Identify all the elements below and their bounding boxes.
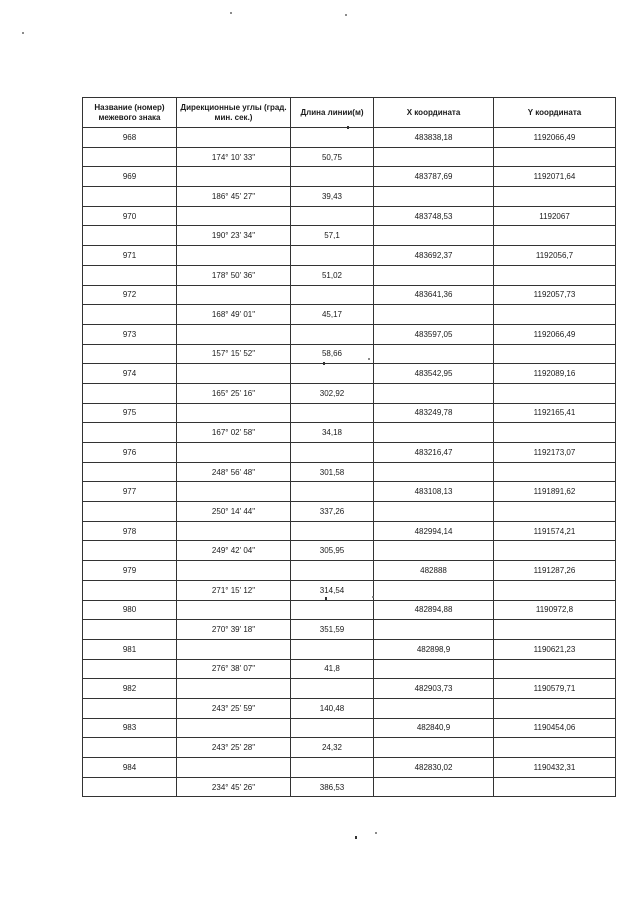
x-coordinate-cell [374,423,494,443]
point-name-cell [83,383,177,403]
y-coordinate-cell: 1192056,7 [494,246,616,266]
bearing-cell [177,443,291,463]
y-coordinate-cell: 1192066,49 [494,324,616,344]
y-coordinate-cell: 1190621,23 [494,639,616,659]
bearing-cell [177,246,291,266]
bearing-cell: 190° 23' 34" [177,226,291,246]
x-coordinate-cell [374,462,494,482]
point-name-cell [83,226,177,246]
table-row [83,147,616,167]
line-length-cell [291,718,374,738]
table-row [83,718,616,738]
header-point-name: Название (номер) межевого знака [83,98,177,128]
point-name-cell: 980 [83,600,177,620]
line-length-cell: 34,18 [291,423,374,443]
y-coordinate-cell: 1192089,16 [494,364,616,384]
point-name-cell: 969 [83,167,177,187]
point-name-cell [83,423,177,443]
line-length-cell [291,206,374,226]
y-coordinate-cell: 1192057,73 [494,285,616,305]
table-row [83,561,616,581]
table-row [83,324,616,344]
line-length-cell [291,482,374,502]
bearing-cell [177,128,291,148]
table-row [83,462,616,482]
point-name-cell [83,738,177,758]
y-coordinate-cell [494,541,616,561]
bearing-cell [177,324,291,344]
scan-speck [230,12,232,14]
bearing-cell: 270° 39' 18" [177,620,291,640]
bearing-cell: 243° 25' 59" [177,698,291,718]
coordinates-table [82,97,616,797]
point-name-cell [83,305,177,325]
bearing-cell [177,403,291,423]
x-coordinate-cell: 483216,47 [374,443,494,463]
point-name-cell [83,698,177,718]
bearing-cell: 243° 25' 28" [177,738,291,758]
line-length-cell [291,167,374,187]
point-name-cell: 968 [83,128,177,148]
y-coordinate-cell [494,659,616,679]
point-name-cell [83,265,177,285]
table-row [83,659,616,679]
x-coordinate-cell: 483108,13 [374,482,494,502]
table-row [83,246,616,266]
y-coordinate-cell [494,344,616,364]
point-name-cell: 981 [83,639,177,659]
bearing-cell [177,561,291,581]
x-coordinate-cell: 483597,05 [374,324,494,344]
y-coordinate-cell [494,265,616,285]
point-name-cell: 970 [83,206,177,226]
x-coordinate-cell: 483542,95 [374,364,494,384]
table-row [83,600,616,620]
y-coordinate-cell [494,383,616,403]
x-coordinate-cell [374,344,494,364]
table-row [83,777,616,797]
bearing-cell: 168° 49' 01" [177,305,291,325]
scan-speck [368,358,370,360]
line-length-cell [291,364,374,384]
y-coordinate-cell [494,305,616,325]
table-header-row [83,98,616,128]
point-name-cell [83,462,177,482]
table-row [83,620,616,640]
x-coordinate-cell: 482830,02 [374,758,494,778]
scan-speck [372,596,374,598]
point-name-cell [83,344,177,364]
bearing-cell [177,364,291,384]
x-coordinate-cell [374,226,494,246]
y-coordinate-cell [494,147,616,167]
point-name-cell: 974 [83,364,177,384]
line-length-cell: 57,1 [291,226,374,246]
bearing-cell [177,679,291,699]
x-coordinate-cell: 483787,69 [374,167,494,187]
bearing-cell: 174° 10' 33" [177,147,291,167]
x-coordinate-cell: 482840,9 [374,718,494,738]
point-name-cell [83,147,177,167]
bearing-cell [177,482,291,502]
bearing-cell: 276° 38' 07" [177,659,291,679]
line-length-cell: 314,54 [291,580,374,600]
table-row [83,403,616,423]
point-name-cell: 978 [83,521,177,541]
bearing-cell: 271° 15' 12" [177,580,291,600]
table-row [83,521,616,541]
y-coordinate-cell [494,777,616,797]
line-length-cell: 39,43 [291,187,374,207]
scan-speck [347,126,349,129]
x-coordinate-cell: 482894,88 [374,600,494,620]
y-coordinate-cell [494,698,616,718]
table-row [83,285,616,305]
line-length-cell [291,758,374,778]
header-line-length: Длина линии(м) [291,98,374,128]
table-row [83,443,616,463]
x-coordinate-cell [374,659,494,679]
bearing-cell: 178° 50' 36" [177,265,291,285]
scan-speck [325,597,327,600]
line-length-cell [291,285,374,305]
y-coordinate-cell [494,462,616,482]
header-bearing: Дирекционные углы (град. мин. сек.) [177,98,291,128]
x-coordinate-cell: 483641,36 [374,285,494,305]
table-row [83,580,616,600]
x-coordinate-cell [374,620,494,640]
y-coordinate-cell [494,226,616,246]
y-coordinate-cell: 1190972,8 [494,600,616,620]
table-row [83,502,616,522]
y-coordinate-cell [494,738,616,758]
line-length-cell [291,324,374,344]
point-name-cell: 975 [83,403,177,423]
line-length-cell: 351,59 [291,620,374,640]
line-length-cell: 305,95 [291,541,374,561]
bearing-cell: 248° 56' 48" [177,462,291,482]
table-row [83,738,616,758]
y-coordinate-cell: 1190432,31 [494,758,616,778]
line-length-cell: 50,75 [291,147,374,167]
line-length-cell: 140,48 [291,698,374,718]
x-coordinate-cell [374,187,494,207]
table-row [83,423,616,443]
x-coordinate-cell: 482903,73 [374,679,494,699]
x-coordinate-cell [374,383,494,403]
point-name-cell [83,777,177,797]
x-coordinate-cell [374,265,494,285]
point-name-cell [83,502,177,522]
scan-speck [323,362,325,365]
scan-speck [22,32,24,34]
point-name-cell: 976 [83,443,177,463]
y-coordinate-cell: 1191574,21 [494,521,616,541]
point-name-cell: 983 [83,718,177,738]
header-y-coordinate: Y координата [494,98,616,128]
x-coordinate-cell: 482994,14 [374,521,494,541]
x-coordinate-cell [374,502,494,522]
table-row [83,226,616,246]
point-name-cell [83,580,177,600]
y-coordinate-cell: 1192165,41 [494,403,616,423]
line-length-cell: 45,17 [291,305,374,325]
bearing-cell: 186° 45' 27" [177,187,291,207]
line-length-cell: 302,92 [291,383,374,403]
table-row [83,364,616,384]
table-row [83,482,616,502]
table-row [83,639,616,659]
x-coordinate-cell: 483838,18 [374,128,494,148]
table-row [83,128,616,148]
header-x-coordinate: X координата [374,98,494,128]
table-row [83,383,616,403]
line-length-cell: 301,58 [291,462,374,482]
y-coordinate-cell: 1192173,07 [494,443,616,463]
point-name-cell: 984 [83,758,177,778]
line-length-cell [291,521,374,541]
point-name-cell: 977 [83,482,177,502]
bearing-cell [177,521,291,541]
table-row [83,265,616,285]
point-name-cell: 972 [83,285,177,305]
line-length-cell: 51,02 [291,265,374,285]
table-row [83,187,616,207]
y-coordinate-cell: 1190454,06 [494,718,616,738]
bearing-cell [177,639,291,659]
line-length-cell [291,679,374,699]
point-name-cell [83,659,177,679]
point-name-cell: 982 [83,679,177,699]
x-coordinate-cell [374,738,494,758]
y-coordinate-cell [494,580,616,600]
table-row [83,206,616,226]
bearing-cell: 167° 02' 58" [177,423,291,443]
x-coordinate-cell [374,541,494,561]
x-coordinate-cell: 483249,78 [374,403,494,423]
y-coordinate-cell [494,187,616,207]
point-name-cell: 971 [83,246,177,266]
x-coordinate-cell [374,147,494,167]
y-coordinate-cell: 1192066,49 [494,128,616,148]
y-coordinate-cell [494,502,616,522]
point-name-cell: 973 [83,324,177,344]
x-coordinate-cell [374,777,494,797]
y-coordinate-cell [494,620,616,640]
line-length-cell [291,443,374,463]
table-row [83,344,616,364]
x-coordinate-cell: 483748,53 [374,206,494,226]
bearing-cell: 234° 45' 26" [177,777,291,797]
y-coordinate-cell: 1192071,64 [494,167,616,187]
point-name-cell [83,620,177,640]
x-coordinate-cell: 482898,9 [374,639,494,659]
x-coordinate-cell: 482888 [374,561,494,581]
line-length-cell [291,128,374,148]
bearing-cell [177,600,291,620]
bearing-cell: 249° 42' 04" [177,541,291,561]
bearing-cell [177,758,291,778]
table-body [83,128,616,797]
line-length-cell: 386,53 [291,777,374,797]
table-row [83,305,616,325]
point-name-cell: 979 [83,561,177,581]
scan-speck [355,836,357,839]
table-row [83,679,616,699]
scan-speck [345,14,347,16]
bearing-cell: 165° 25' 16" [177,383,291,403]
point-name-cell [83,187,177,207]
line-length-cell [291,403,374,423]
line-length-cell: 337,26 [291,502,374,522]
x-coordinate-cell: 483692,37 [374,246,494,266]
x-coordinate-cell [374,305,494,325]
line-length-cell: 58,66 [291,344,374,364]
bearing-cell: 250° 14' 44" [177,502,291,522]
table-row [83,758,616,778]
bearing-cell [177,206,291,226]
table-row [83,167,616,187]
y-coordinate-cell: 1192067 [494,206,616,226]
y-coordinate-cell [494,423,616,443]
line-length-cell [291,246,374,266]
line-length-cell: 41,8 [291,659,374,679]
table-row [83,541,616,561]
bearing-cell [177,167,291,187]
line-length-cell [291,639,374,659]
line-length-cell [291,600,374,620]
bearing-cell [177,285,291,305]
scan-speck [375,832,377,834]
bearing-cell: 157° 15' 52" [177,344,291,364]
bearing-cell [177,718,291,738]
point-name-cell [83,541,177,561]
y-coordinate-cell: 1190579,71 [494,679,616,699]
x-coordinate-cell [374,698,494,718]
line-length-cell: 24,32 [291,738,374,758]
line-length-cell [291,561,374,581]
y-coordinate-cell: 1191287,26 [494,561,616,581]
y-coordinate-cell: 1191891,62 [494,482,616,502]
x-coordinate-cell [374,580,494,600]
table-row [83,698,616,718]
